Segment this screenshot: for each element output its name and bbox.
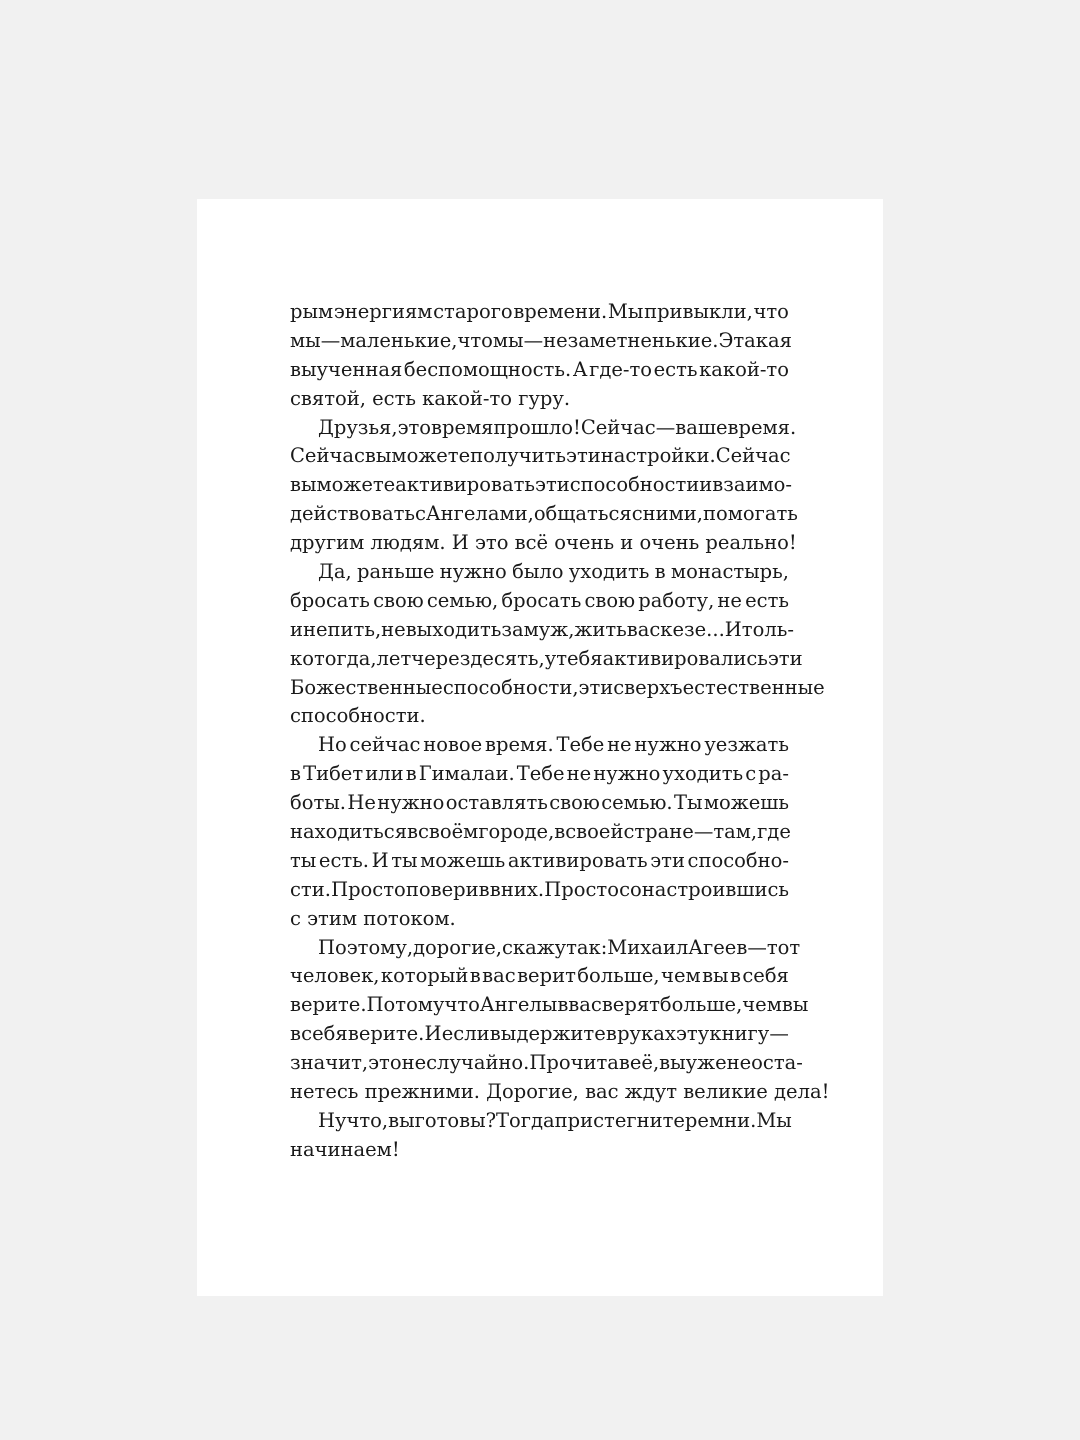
text-line: боты. Не нужно оставлять свою семью. Ты можешь	[290, 791, 789, 815]
text-line: Но сейчас новое время. Тебе не нужно уезжать	[318, 733, 789, 757]
text-line: нетесь прежними. Дорогие, вас ждут великие дела!	[290, 1080, 830, 1104]
text-line: в себя верите. И если вы держите в руках эту книгу —	[290, 1022, 789, 1046]
text-line: и не пить, не выходить замуж, жить в аскезе... И толь-	[290, 617, 794, 641]
paragraph	[290, 1107, 792, 1165]
text-line: Сейчас вы можете получить эти настройки. Сейчас	[290, 444, 791, 468]
text-line: Поэтому, дорогие, скажу так: Михаил Агеев — тот	[318, 935, 801, 959]
text-line: рым энергиям старого времени. Мы привыкли, что	[290, 300, 789, 323]
text-line: выученная беспомощность. А где-то есть какой-то	[290, 357, 789, 381]
text-line: значит, это не случайно. Прочитав её, вы уже не оста-	[290, 1051, 803, 1075]
text-line: находиться в своём городе, в своей стране — там, где	[290, 820, 791, 844]
text-line: Божественные способности, эти сверхъестественные	[290, 675, 825, 699]
text-line: действовать с Ангелами, общаться с ними, помогать	[290, 502, 798, 526]
text-line: Друзья, это время прошло! Сейчас — ваше время.	[318, 415, 797, 439]
text-line: в Тибет или в Гималаи. Тебе не нужно уходить с ра-	[290, 762, 789, 786]
text-line: ты есть. И ты можешь активировать эти способно-	[290, 848, 789, 872]
text-line: начинаем!	[290, 1137, 400, 1161]
paragraph	[290, 414, 798, 558]
text-line: бросать свою семью, бросать свою работу, не есть	[290, 588, 789, 612]
text-line: Да, раньше нужно было уходить в монастырь,	[318, 560, 789, 584]
text-line: способности.	[290, 704, 426, 728]
text-line: Ну что, вы готовы? Тогда пристегните ремни. Мы	[318, 1108, 792, 1132]
text-line: мы — маленькие, что мы — незаметненькие. Этакая	[290, 328, 792, 352]
text-line: вы можете активировать эти способности и взаимо-	[290, 473, 792, 497]
text-line: ко тогда, лет через десять, у тебя активировались эти	[290, 646, 803, 670]
text-line: человек, который в вас верит больше, чем вы в себя	[290, 964, 789, 988]
text-line: сти. Просто поверив в них. Просто сонастроившись	[290, 877, 789, 901]
paragraph	[290, 731, 789, 933]
paragraph	[290, 558, 825, 731]
text-line: святой, есть какой-то гуру.	[290, 386, 571, 410]
page-text	[290, 298, 830, 1165]
paragraph	[290, 298, 792, 414]
paragraph	[290, 934, 830, 1107]
text-line: с этим потоком.	[290, 906, 456, 930]
text-line: верите. Потому что Ангелы в вас верят больше, чем вы	[290, 993, 809, 1017]
text-line: другим людям. И это всё очень и очень реально!	[290, 531, 797, 555]
book-page	[197, 199, 883, 1296]
